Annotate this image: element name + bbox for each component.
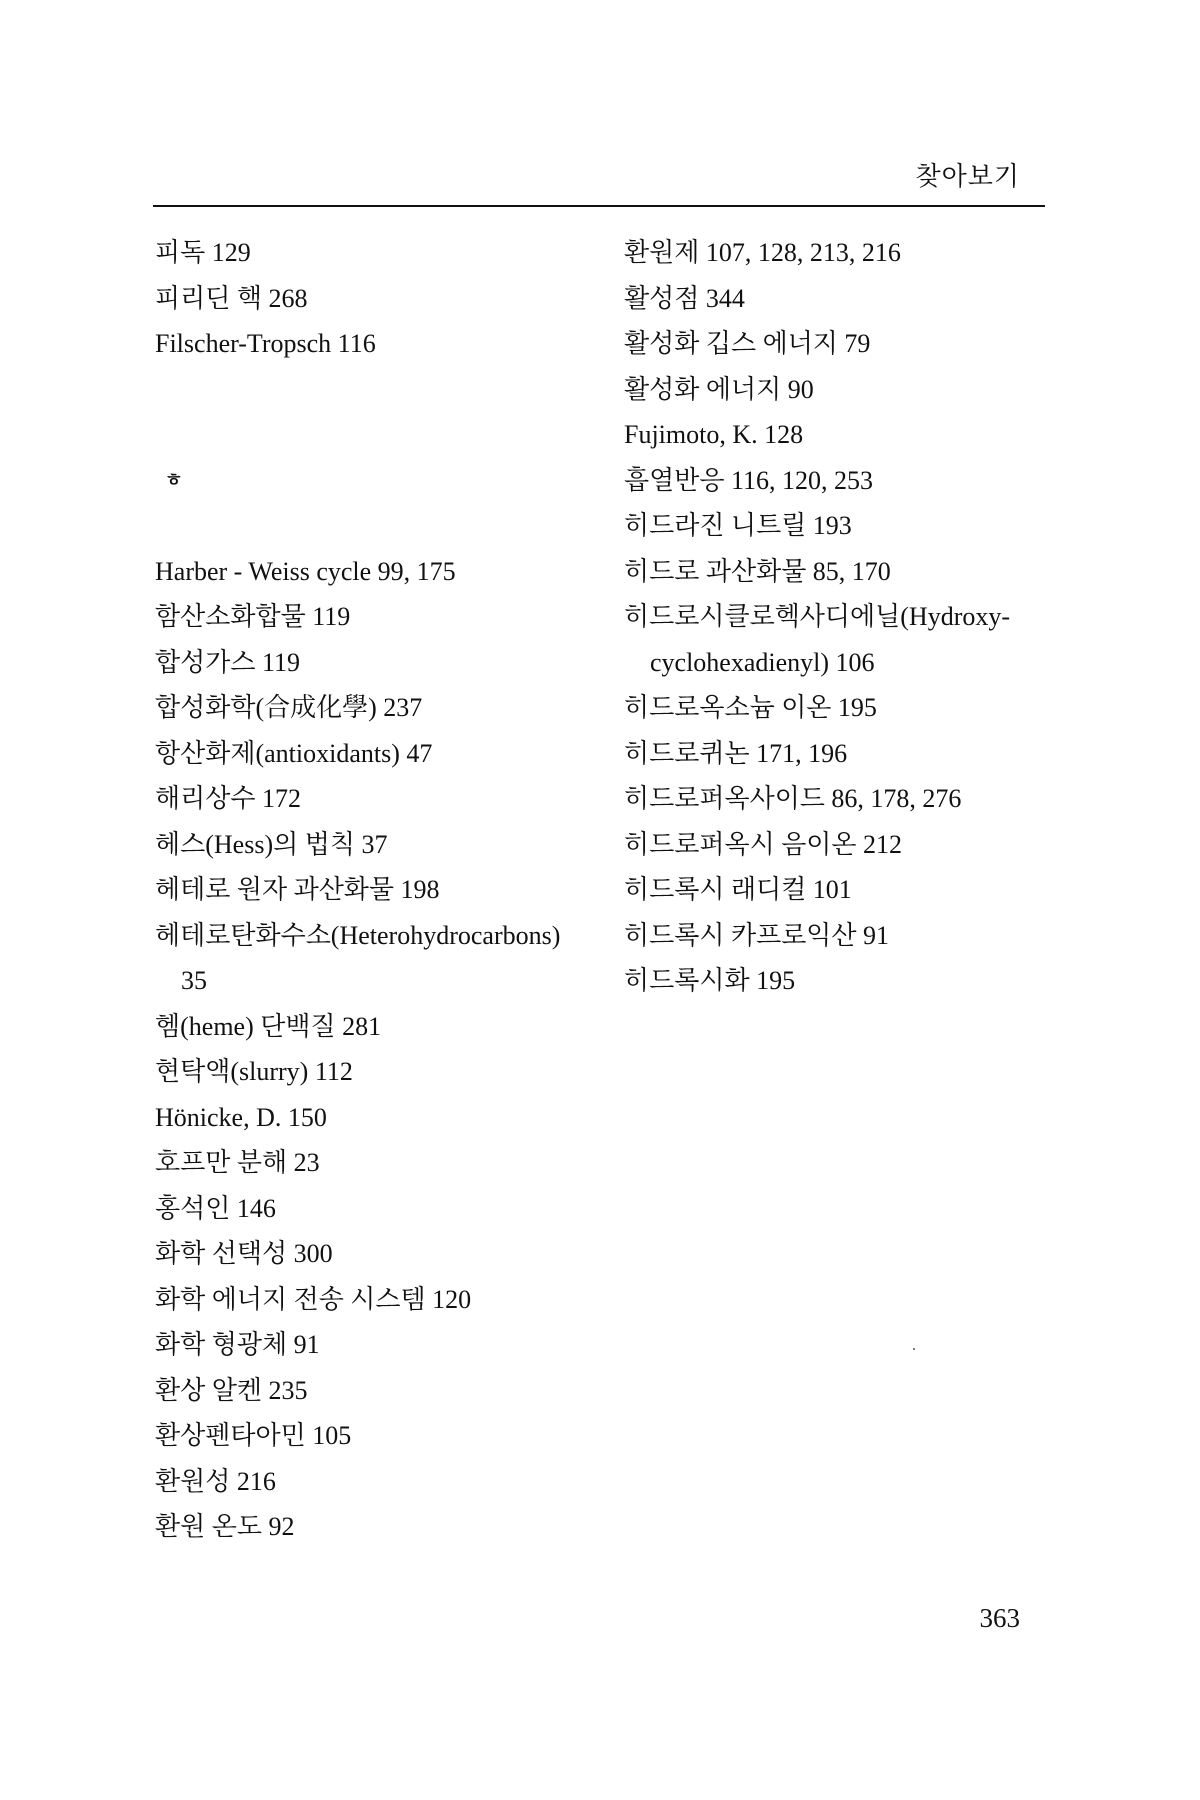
index-entry: 함산소화합물 119 — [155, 602, 351, 631]
index-entry-continuation: cyclohexadienyl) 106 — [650, 647, 875, 677]
index-entry: 화학 에너지 전송 시스템 120 — [155, 1284, 472, 1314]
index-entry: 피독 129 — [155, 238, 251, 267]
page-number: 363 — [979, 1603, 1020, 1633]
header-rule — [153, 205, 1045, 207]
index-entry: 호프만 분해 23 — [155, 1148, 320, 1177]
index-entry: 해리상수 172 — [155, 784, 301, 813]
index-entry: 환원제 107, 128, 213, 216 — [624, 238, 901, 267]
index-entry: 히드록시화 195 — [624, 966, 796, 995]
index-entry: 합성가스 119 — [155, 647, 300, 677]
index-column-right — [624, 230, 1054, 1004]
index-entry: Harber - Weiss cycle 99, 175 — [155, 556, 456, 586]
index-entry: Hönicke, D. 150 — [155, 1102, 327, 1132]
section-letter: ㅎ — [165, 469, 183, 491]
index-entry: 홍석인 146 — [155, 1193, 276, 1223]
blank-line — [155, 412, 595, 458]
index-entry: Fujimoto, K. 128 — [624, 420, 804, 449]
index-entry: 화학 형광체 91 — [155, 1330, 320, 1359]
index-entry: 현탁액(slurry) 112 — [155, 1057, 353, 1086]
index-entry: 히드로퍼옥사이드 86, 178, 276 — [624, 784, 962, 813]
index-entry: 히드로시클로헥사디에닐(Hydroxy- — [624, 602, 1011, 631]
index-entry: 헤테로탄화수소(Heterohydrocarbons) — [155, 920, 561, 950]
index-entry: 히드로 과산화물 85, 170 — [624, 556, 891, 586]
index-entry: 환원 온도 92 — [155, 1512, 295, 1541]
index-entry: 환상 알켄 235 — [155, 1375, 308, 1405]
index-entry: 히드라진 니트릴 193 — [624, 511, 852, 540]
index-entry: 환상펜타아민 105 — [155, 1421, 352, 1450]
index-entry: 헤테로 원자 과산화물 198 — [155, 875, 440, 904]
index-entry: 활성점 344 — [624, 283, 745, 313]
blank-line — [155, 503, 595, 549]
index-entry: 항산화제(antioxidants) 47 — [155, 738, 433, 768]
index-entry: 흡열반응 116, 120, 253 — [624, 465, 873, 495]
index-entry: 헤스(Hess)의 법칙 37 — [155, 829, 388, 859]
index-column-left — [155, 230, 595, 1550]
index-entry: 합성화학(合成化學) 237 — [155, 693, 423, 722]
index-entry: 히드로옥소늄 이온 195 — [624, 693, 877, 722]
index-entry: 피리딘 핵 268 — [155, 283, 308, 313]
index-entry: 환원성 216 — [155, 1466, 276, 1496]
index-entry: 히드록시 카프로익산 91 — [624, 920, 890, 950]
index-entry: 활성화 에너지 90 — [624, 374, 814, 404]
index-entry: 화학 선택성 300 — [155, 1239, 333, 1268]
index-entry: 헴(heme) 단백질 281 — [155, 1011, 382, 1041]
index-entry: Filscher-Tropsch 116 — [155, 329, 376, 358]
speck — [913, 1348, 915, 1350]
index-entry-continuation: 35 — [181, 966, 207, 995]
blank-line — [155, 367, 595, 413]
index-entry: 히드로퍼옥시 음이온 212 — [624, 829, 903, 859]
index-entry: 활성화 깁스 에너지 79 — [624, 329, 871, 358]
index-entry: 히드로퀴논 171, 196 — [624, 738, 848, 768]
index-entry: 히드록시 래디컬 101 — [624, 875, 852, 904]
running-header: 찾아보기 — [915, 162, 1020, 192]
